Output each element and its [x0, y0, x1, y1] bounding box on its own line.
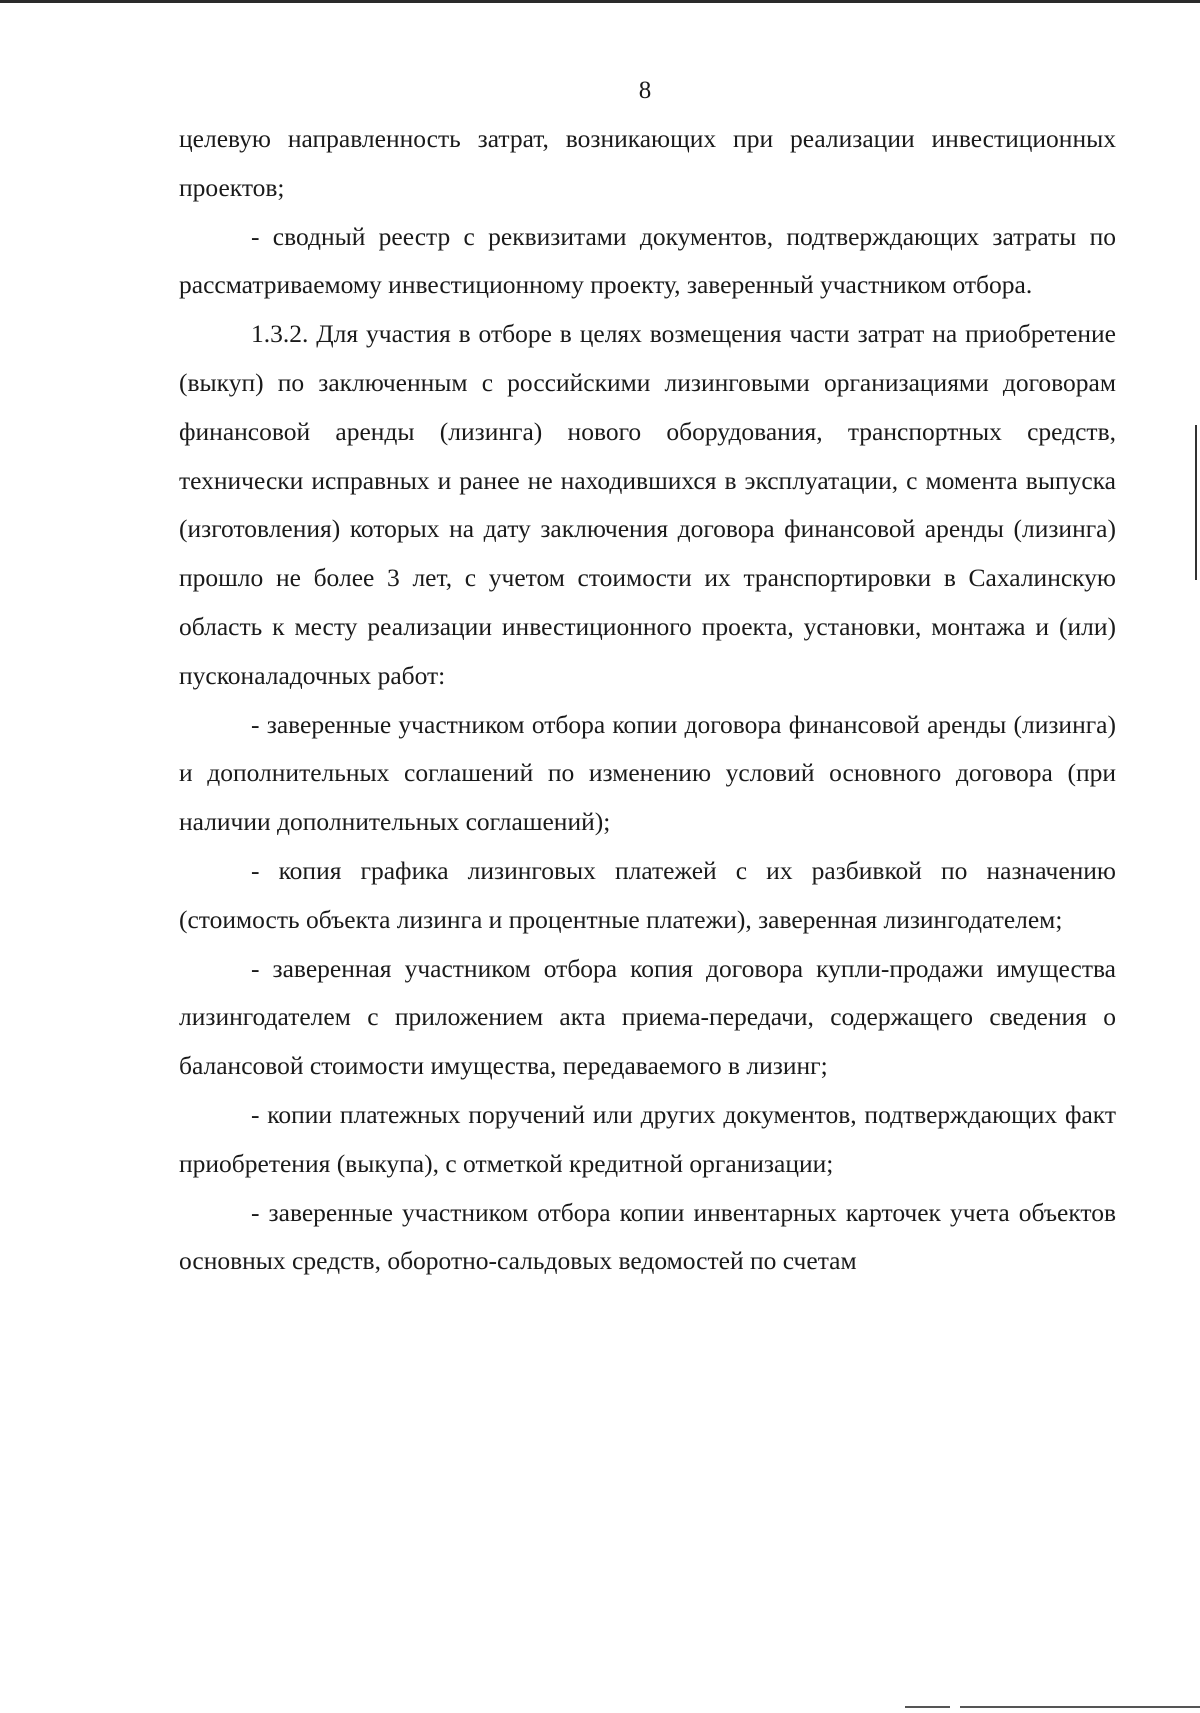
list-item-inventory-cards: - заверенные участником отбора копии инвентарных карточек учета объектов основных средств, оборотно-сальдовых ведомостей по счетам — [179, 1197, 1116, 1276]
list-item-purchase-agreement: - заверенная участником отбора копия договора купли-продажи имущества лизингодателем с приложением акта приема-передачи, содержащего сведения о балансовой стоимости имущества, передаваемого в лизинг; — [179, 953, 1116, 1081]
scan-bottom-mark — [905, 1706, 950, 1708]
scan-top-edge — [0, 0, 1200, 3]
list-item-lease-agreement-copies: - заверенные участником отбора копии договора финансовой аренды (лизинга) и дополнительных соглашений по изменению условий основного договора (при наличии дополнительных соглашений); — [179, 709, 1116, 837]
clause-1-3-2: 1.3.2. Для участия в отборе в целях возмещения части затрат на приобретение (выкуп) по заключенным с российскими лизинговыми организациями договорам финансовой аренды (лизинга) нового оборудования, транспортных средств, технически исправных и ранее не находившихся в эксплуатации, с момента выпуска (изготовления) которых на дату заключения договора финансовой аренды (лизинга) прошло не более 3 лет, с учетом стоимости их транспортировки в Сахалинскую область к месту реализации инвестиционного проекта, установки, монтажа и (или) пусконаладочных работ: — [179, 319, 1116, 690]
scan-bottom-mark — [960, 1706, 1200, 1708]
page-number: 8 — [638, 77, 652, 104]
scan-margin-mark — [1195, 425, 1197, 580]
list-item-summary-registry: - сводный реестр с реквизитами документов, подтверждающих затраты по рассматриваемому инвестиционному проекту, заверенный участником отбора. — [179, 221, 1116, 300]
list-item-payment-orders: - копии платежных поручений или других документов, подтверждающих факт приобретения (выкупа), с отметкой кредитной организации; — [179, 1099, 1116, 1178]
document-body — [179, 115, 1116, 1286]
list-item-payment-schedule: - копия графика лизинговых платежей с их разбивкой по назначению (стоимость объекта лизинга и процентные платежи), заверенная лизингодателем; — [179, 855, 1116, 934]
paragraph-continuation: целевую направленность затрат, возникающих при реализации инвестиционных проектов; — [179, 124, 1116, 202]
